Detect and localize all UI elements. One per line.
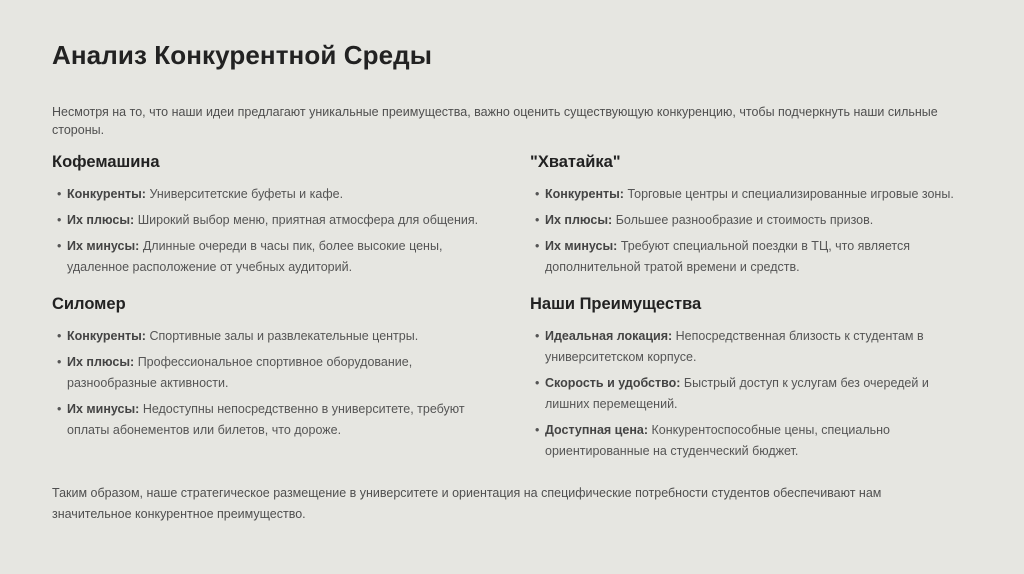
conclusion-paragraph: Таким образом, наше стратегическое размещение в университете и ориентация на специфические потребности студентов обеспечивают нам значительное конкурентное преимущество.: [52, 486, 882, 521]
bullet-list: [52, 184, 482, 278]
section-claw-machine: [530, 153, 960, 283]
item-text: Спортивные залы и развлекательные центры.: [149, 329, 419, 343]
section-coffee-machine: [52, 153, 482, 283]
item-label: Их минусы:: [545, 239, 618, 253]
bullet-dot-icon: •: [535, 329, 540, 343]
item-text: Конкурентоспособные цены, специально ориентированные на студенческий бюджет.: [545, 423, 890, 458]
list-item: [530, 420, 960, 462]
item-label: Их плюсы:: [67, 355, 135, 369]
list-item: [530, 210, 960, 231]
bullet-list: [530, 326, 960, 462]
bullet-dot-icon: •: [535, 376, 540, 390]
bullet-list: [530, 184, 960, 278]
item-text: Требуют специальной поездки в ТЦ, что является дополнительной тратой времени и средств.: [545, 239, 910, 274]
list-item: [52, 352, 482, 394]
item-text: Непосредственная близость к студентам в университетском корпусе.: [545, 329, 924, 364]
list-item: [530, 184, 960, 205]
bullet-dot-icon: •: [535, 213, 540, 227]
intro-paragraph: Несмотря на то, что наши идеи предлагают уникальные преимущества, важно оценить существующую конкуренцию, чтобы подчеркнуть наши сильные стороны.: [52, 105, 938, 137]
item-text: Торговые центры и специализированные игровые зоны.: [627, 187, 954, 201]
bullet-list: [52, 326, 482, 441]
bullet-dot-icon: •: [535, 239, 540, 253]
list-item: [52, 236, 482, 278]
list-item: [52, 326, 482, 347]
bullet-dot-icon: •: [57, 402, 62, 416]
bullet-dot-icon: •: [57, 329, 62, 343]
section-heading: Кофемашина: [52, 153, 160, 171]
bullet-dot-icon: •: [535, 423, 540, 437]
item-label: Конкуренты:: [545, 187, 624, 201]
bullet-dot-icon: •: [57, 239, 62, 253]
item-text: Длинные очереди в часы пик, более высокие цены, удаленное расположение от учебных аудиторий.: [67, 239, 443, 274]
item-label: Конкуренты:: [67, 187, 146, 201]
item-text: Быстрый доступ к услугам без очередей и лишних перемещений.: [545, 376, 929, 411]
section-heading: Силомер: [52, 295, 126, 313]
item-label: Их плюсы:: [545, 213, 613, 227]
list-item: [530, 373, 960, 415]
item-text: Профессиональное спортивное оборудование, разнообразные активности.: [67, 355, 413, 390]
item-label: Их минусы:: [67, 239, 140, 253]
item-label: Доступная цена:: [545, 423, 648, 437]
list-item: [52, 184, 482, 205]
section-our-advantages: [530, 295, 960, 467]
item-text: Широкий выбор меню, приятная атмосфера для общения.: [137, 213, 479, 227]
section-heading: "Хватайка": [530, 153, 621, 171]
list-item: [52, 399, 482, 441]
item-label: Конкуренты:: [67, 329, 146, 343]
list-item: [530, 326, 960, 368]
item-text: Большее разнообразие и стоимость призов.: [615, 213, 874, 227]
bullet-dot-icon: •: [57, 213, 62, 227]
bullet-dot-icon: •: [57, 355, 62, 369]
section-strength-tester: [52, 295, 482, 446]
item-text: Недоступны непосредственно в университете, требуют оплаты абонементов или билетов, что дороже.: [67, 402, 465, 437]
bullet-dot-icon: •: [535, 187, 540, 201]
list-item: [52, 210, 482, 231]
page-title: Анализ Конкурентной Среды: [52, 40, 433, 70]
item-text: Университетские буфеты и кафе.: [149, 187, 344, 201]
item-label: Их минусы:: [67, 402, 140, 416]
item-label: Их плюсы:: [67, 213, 135, 227]
section-heading: Наши Преимущества: [530, 295, 702, 313]
bullet-dot-icon: •: [57, 187, 62, 201]
item-label: Скорость и удобство:: [545, 376, 681, 390]
item-label: Идеальная локация:: [545, 329, 673, 343]
list-item: [530, 236, 960, 278]
